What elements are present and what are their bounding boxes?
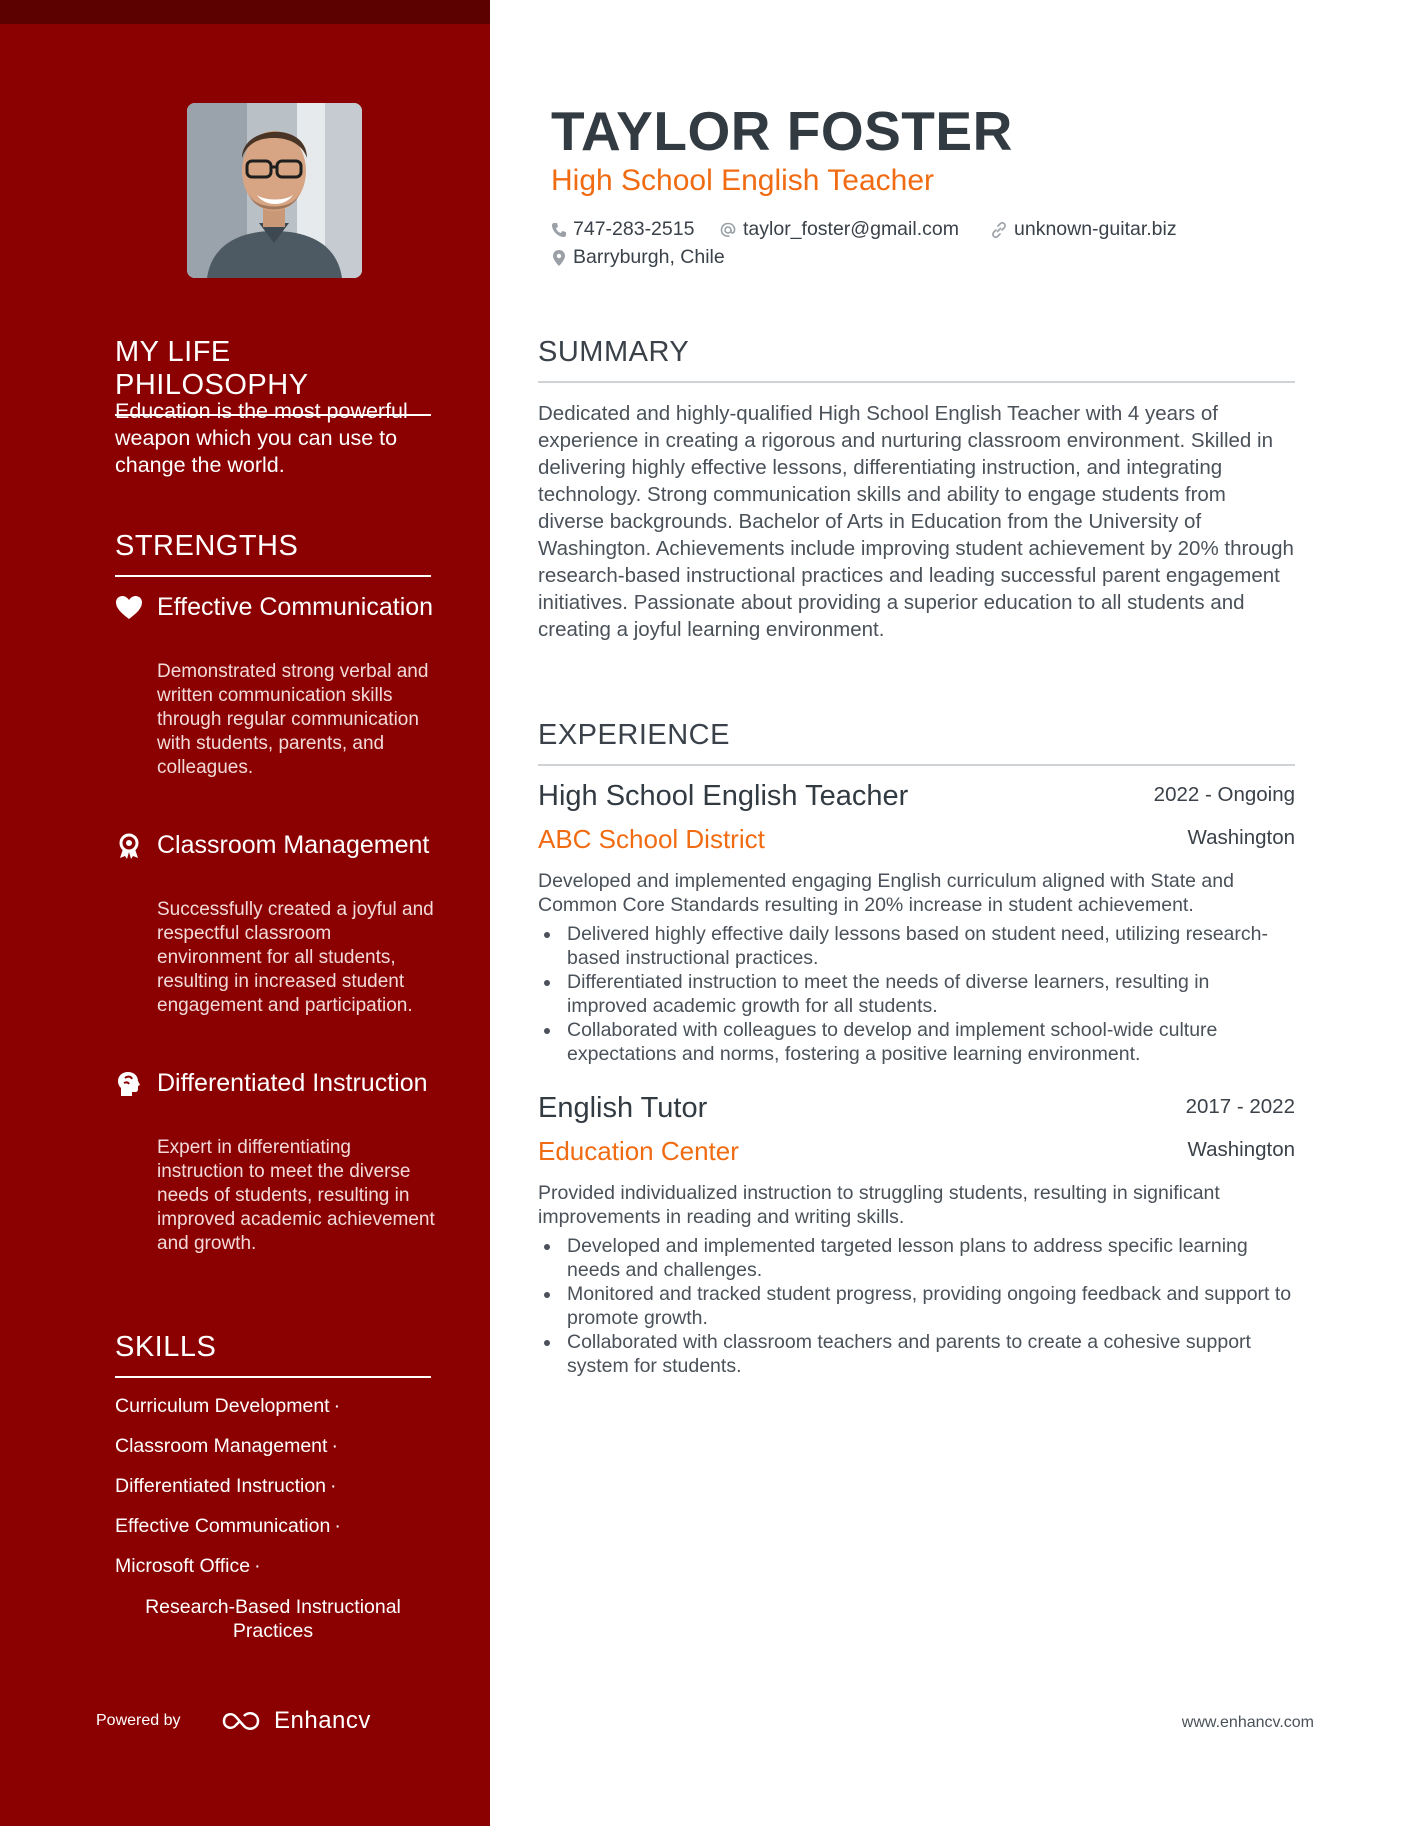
email-text: taylor_foster@gmail.com (743, 218, 959, 240)
contact-website[interactable] (990, 218, 1177, 241)
skill-tag: Research-Based Instructional Practices (145, 1596, 401, 1642)
skill-tag: Effective Communication · (115, 1515, 341, 1537)
job-description: Provided individualized instruction to struggling students, resulting in significant improvements in reading and writing skills. (538, 1182, 1220, 1228)
candidate-role: High School English Teacher (551, 164, 935, 197)
philosophy-quote: Education is the most powerful weapon which you can use to change the world. (115, 399, 408, 477)
phone-icon (551, 222, 567, 238)
job-title: English Tutor (538, 1092, 708, 1124)
strength-description: Demonstrated strong verbal and written communication skills through regular communication with students, parents, and colleagues. (157, 661, 429, 778)
job-bullet: Differentiated instruction to meet the needs of diverse learners, resulting in improved academic growth for all students. (538, 970, 1295, 1018)
job-dates: 2022 - Ongoing (1153, 783, 1295, 806)
job-company: Education Center (538, 1136, 739, 1166)
strength-description: Successfully created a joyful and respectful classroom environment for all students, resulting in increased student engagement and participation. (157, 899, 434, 1016)
award-icon (115, 832, 143, 860)
phone-text: 747-283-2515 (573, 218, 695, 240)
skill-tag: Microsoft Office · (115, 1555, 261, 1577)
contact-email[interactable] (719, 218, 959, 241)
job-bullet: Monitored and tracked student progress, providing ongoing feedback and support to promote growth. (538, 1282, 1295, 1330)
contact-phone (551, 218, 694, 241)
link-icon (990, 221, 1008, 239)
strength-title: Effective Communication (157, 593, 434, 621)
summary-text: Dedicated and highly-qualified High School English Teacher with 4 years of experience in creating a rigorous and nurturing classroom environment. Skilled in delivering highly effective lessons, differentiating instruction, and integrating technology. Strong communication skills and ability to engage students from diverse backgrounds. Bachelor of Arts in Education from the University of Washington. Achievements include improving student achievement by 20% through research-based instructional practices and leading successful parent engagement initiatives. Passionate about providing a superior education to all students and creating a joyful learning environment. (538, 402, 1294, 641)
job-title: High School English Teacher (538, 780, 909, 812)
job-bullet: Delivered highly effective daily lessons based on student need, utilizing research-based instructional practices. (538, 922, 1295, 970)
strength-title: Differentiated Instruction (157, 1069, 428, 1097)
skill-tag: Classroom Management · (115, 1435, 338, 1457)
contact-location (551, 246, 725, 269)
experience-section-title: EXPERIENCE (538, 719, 1295, 766)
powered-by-label: Powered by (96, 1712, 181, 1729)
heart-icon (115, 594, 143, 622)
strength-title: Classroom Management (157, 831, 430, 859)
job-bullets (538, 922, 1295, 1066)
philosophy-section-title: MY LIFE PHILOSOPHY (115, 336, 431, 416)
profile-photo (187, 103, 362, 278)
skill-tag: Differentiated Instruction · (115, 1475, 337, 1497)
summary-section-title: SUMMARY (538, 336, 1295, 383)
candidate-name: TAYLOR FOSTER (551, 100, 1013, 162)
footer-website[interactable]: www.enhancv.com (1181, 1714, 1314, 1731)
strength-description: Expert in differentiating instruction to meet the diverse needs of students, resulting in improved academic achievement and growth. (157, 1137, 435, 1254)
at-icon (719, 221, 737, 239)
job-bullet: Developed and implemented targeted lesson plans to address specific learning needs and challenges. (538, 1234, 1295, 1282)
job-company: ABC School District (538, 824, 765, 854)
enhancv-brand-text: Enhancv (274, 1707, 371, 1734)
job-description: Developed and implemented engaging English curriculum aligned with State and Common Core Standards resulting in 20% increase in student achievement. (538, 870, 1234, 916)
location-text: Barryburgh, Chile (573, 246, 725, 268)
location-pin-icon (551, 249, 567, 267)
job-location: Washington (1187, 1138, 1295, 1161)
job-bullets (538, 1234, 1295, 1378)
job-bullet: Collaborated with colleagues to develop and implement school-wide culture expectations and norms, fostering a positive learning environment. (538, 1018, 1295, 1066)
strengths-section-title: STRENGTHS (115, 530, 431, 577)
job-dates: 2017 - 2022 (1185, 1095, 1295, 1118)
job-bullet: Collaborated with classroom teachers and parents to create a cohesive support system for students. (538, 1330, 1295, 1378)
job-location: Washington (1187, 826, 1295, 849)
skill-tag: Curriculum Development · (115, 1395, 341, 1417)
website-text: unknown-guitar.biz (1014, 218, 1177, 240)
sidebar-top-bar (0, 0, 490, 24)
brain-icon (115, 1070, 143, 1098)
skills-section-title: SKILLS (115, 1331, 431, 1378)
